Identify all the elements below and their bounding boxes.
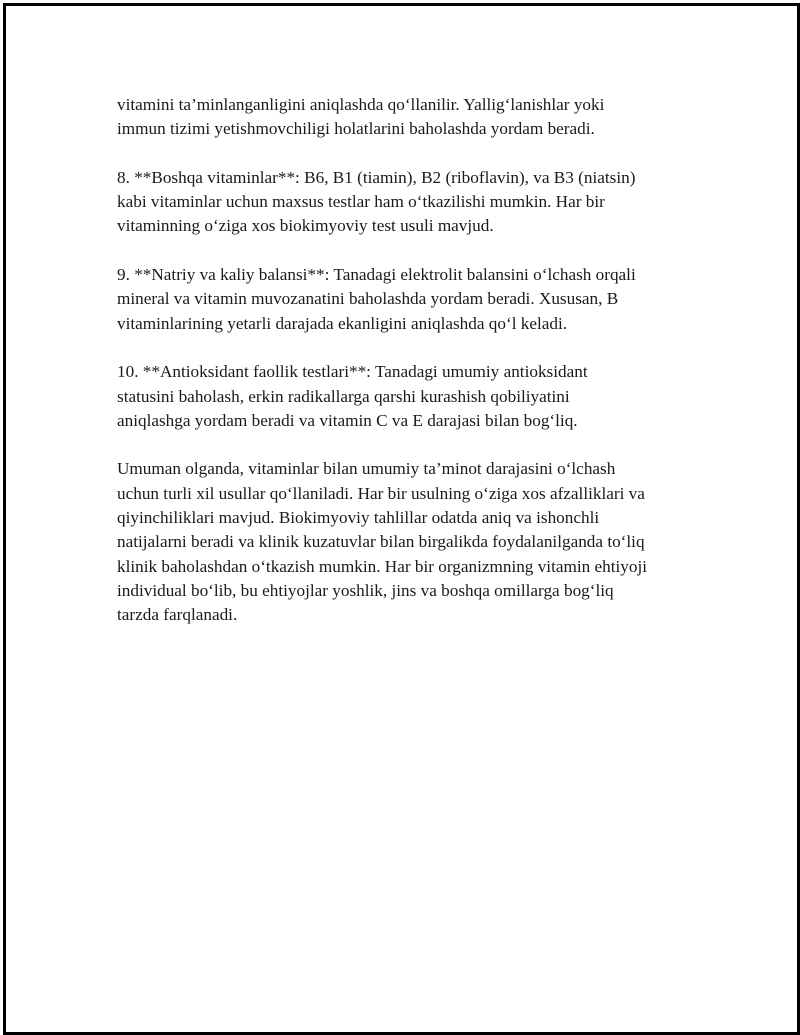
document-body [117, 93, 717, 652]
paragraph-intro-continuation: vitamini ta’minlanganligini aniqlashda qo‘llanilir. Yallig‘lanishlar yoki immun tizimi yetishmovchiligi holatlarini baholashda yordam beradi. [117, 95, 605, 139]
paragraph-conclusion: Umuman olganda, vitaminlar bilan umumiy ta’minot darajasini o‘lchash uchun turli xil usullar qo‘llaniladi. Har bir usulning o‘ziga xos afzalliklari va qiyinchiliklari mavjud. Biokimyoviy tahlillar odatda aniq va ishonchli natijalarni beradi va klinik kuzatuvlar bilan birgalikda foydalanilganda to‘liq klinik baholashdan o‘tkazish mumkin. Har bir organizmning vitamin ehtiyoji individual bo‘lib, bu ehtiyojlar yoshlik, jins va boshqa omillarga bog‘liq tarzda farqlanadi. [117, 459, 648, 625]
paragraph-item-8: 8. **Boshqa vitaminlar**: B6, B1 (tiamin), B2 (riboflavin), va B3 (niatsin) kabi vitaminlar uchun maxsus testlar ham o‘tkazilishi mumkin. Har bir vitaminning o‘ziga xos biokimyoviy test usuli mavjud. [117, 167, 636, 236]
paragraph-item-9: 9. **Natriy va kaliy balansi**: Tanadagi elektrolit balansini o‘lchash orqali mineral va vitamin muvozanatini baholashda yordam beradi. Xususan, B vitaminlarining yetarli darajada ekanligini aniqlashda qo‘l keladi. [117, 265, 636, 333]
paragraph-item-10: 10. **Antioksidant faollik testlari**: Tanadagi umumiy antioksidant statusini baholash, erkin radikallarga qarshi kurashish qobiliyatini aniqlashga yordam beradi va vitamin C va E darajasi bilan bog‘liq. [117, 362, 588, 430]
